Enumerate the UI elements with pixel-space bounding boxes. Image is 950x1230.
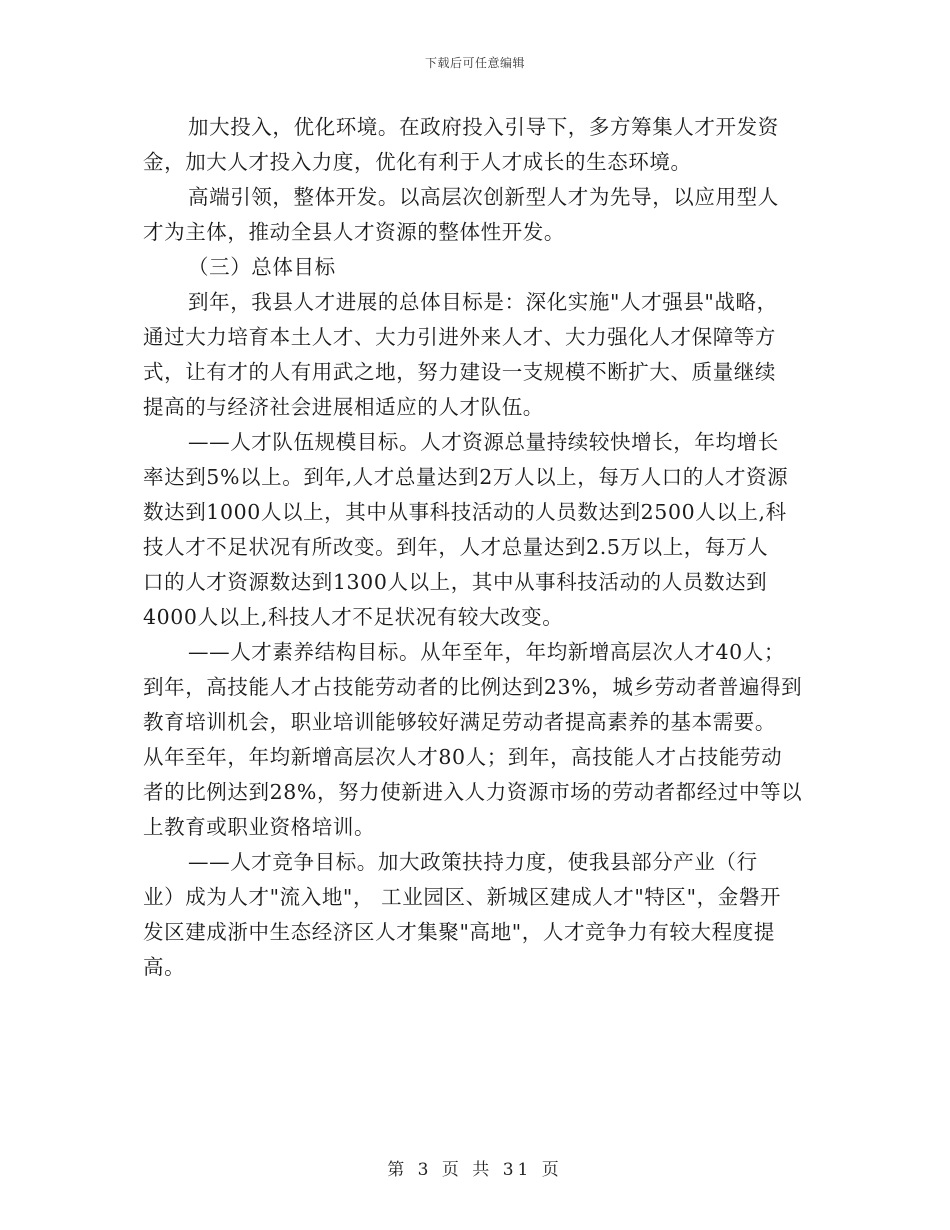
body-line: 上教育或职业资格培训。	[143, 815, 376, 839]
body-line: 数达到1000人以上，其中从事科技活动的人员数达到2500人以上,科	[143, 500, 787, 524]
body-line: 从年至年，年均新增高层次人才80人；到年，高技能人才占技能劳动	[143, 745, 783, 769]
document-body	[143, 110, 808, 985]
section-heading: （三）总体目标	[188, 255, 336, 279]
body-line: 4000人以上,科技人才不足状况有较大改变。	[143, 605, 564, 629]
body-line: 率达到5%以上。到年,人才总量达到2万人以上，每万人口的人才资源	[143, 465, 789, 489]
body-line: 口的人才资源数达到1300人以上，其中从事科技活动的人员数达到	[143, 570, 768, 594]
body-line: 才为主体，推动全县人才资源的整体性开发。	[143, 220, 565, 244]
body-line: 技人才不足状况有所改变。到年，人才总量达到2.5万以上，每万人	[143, 535, 769, 559]
header-note: 下载后可任意编辑	[424, 56, 525, 70]
body-line: 通过大力培育本土人才、大力引进外来人才、大力强化人才保障等方	[143, 325, 776, 349]
body-line: 提高的与经济社会进展相适应的人才队伍。	[143, 395, 544, 419]
body-line: ——人才竞争目标。加大政策扶持力度，使我县部分产业（行	[188, 850, 758, 874]
body-line: 者的比例达到28%，努力使新进入人力资源市场的劳动者都经过中等以	[143, 780, 803, 804]
body-line: 金，加大人才投入力度，优化有利于人才成长的生态环境。	[143, 150, 692, 174]
body-line: 到年，我县人才进展的总体目标是：深化实施"人才强县"战略，	[188, 290, 778, 314]
body-line: ——人才素养结构目标。从年至年，年均新增高层次人才40人；	[188, 640, 785, 664]
body-line: 发区建成浙中生态经济区人才集聚"高地"，人才竞争力有较大程度提	[143, 920, 775, 944]
body-line: 教育培训机会，职业培训能够较好满足劳动者提高素养的基本需要。	[143, 710, 776, 734]
body-line: 业）成为人才"流入地"， 工业园区、新城区建成人才"特区"，金磐开	[143, 885, 782, 909]
body-line: 到年，高技能人才占技能劳动者的比例达到23%，城乡劳动者普遍得到	[143, 675, 803, 699]
body-line: 加大投入，优化环境。在政府投入引导下，多方筹集人才开发资	[188, 115, 779, 139]
page-number: 第 3 页 共 31 页	[387, 1160, 563, 1180]
body-line: 式，让有才的人有用武之地，努力建设一支规模不断扩大、质量继续	[143, 360, 776, 384]
body-line: ——人才队伍规模目标。人才资源总量持续较快增长，年均增长	[188, 430, 779, 454]
body-line: 高。	[143, 955, 186, 979]
body-line: 高端引领，整体开发。以高层次创新型人才为先导，以应用型人	[188, 185, 779, 209]
